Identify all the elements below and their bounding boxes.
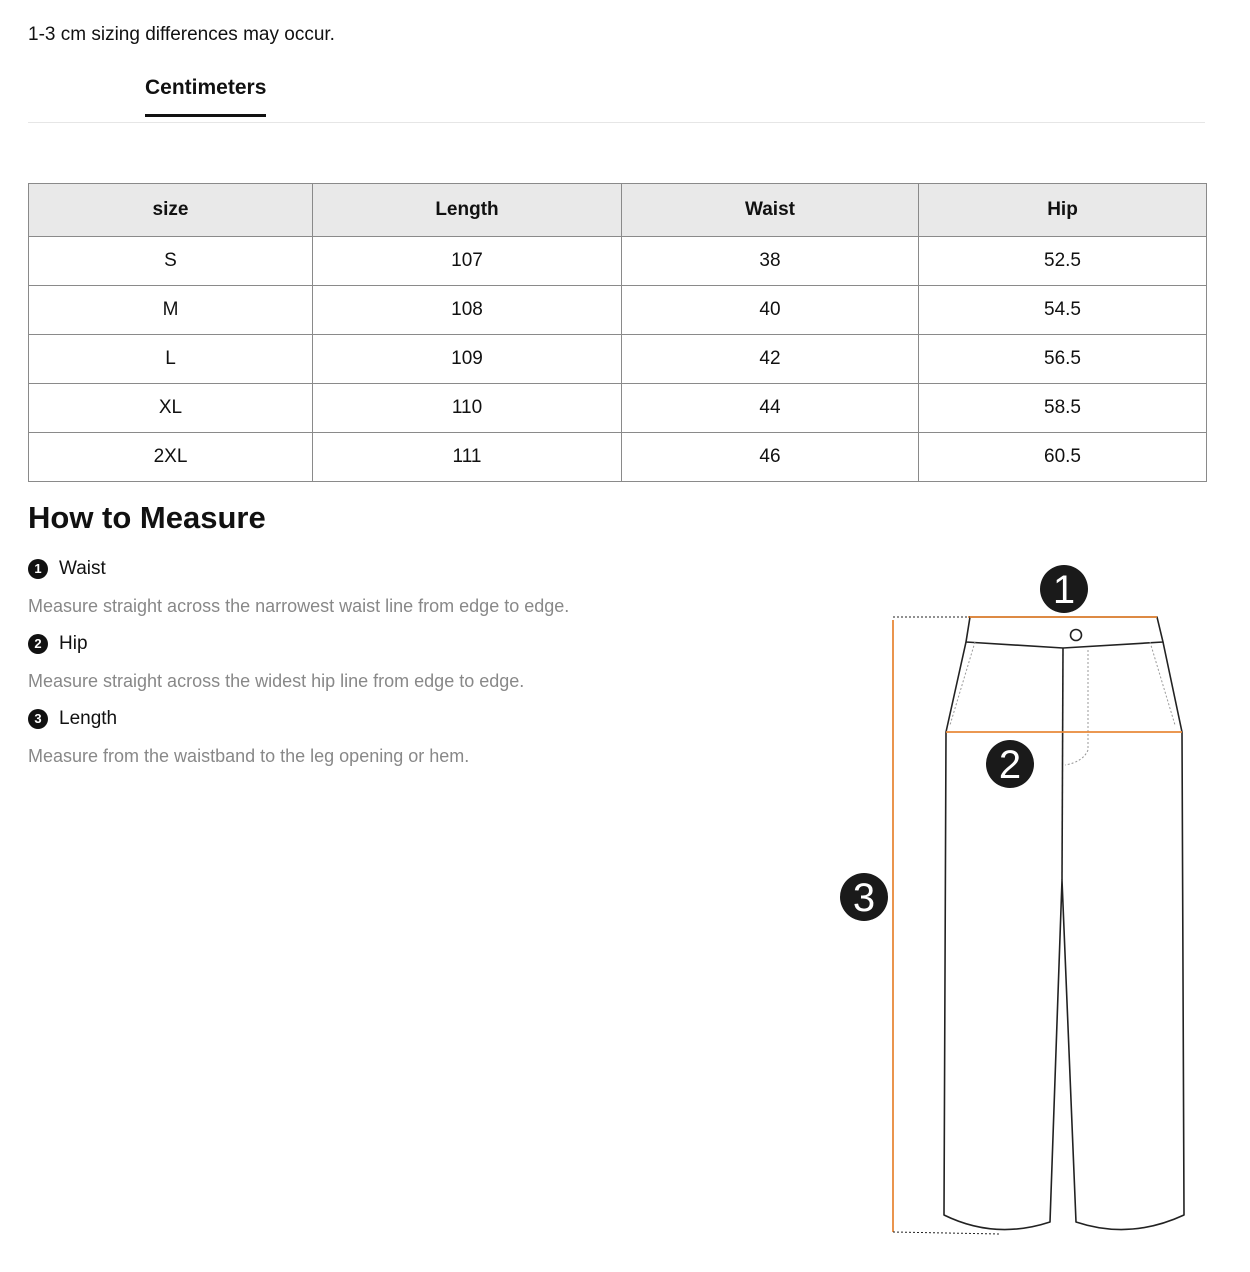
table-cell: 60.5: [919, 433, 1207, 482]
table-cell: 42: [622, 335, 919, 384]
pants-measurement-diagram: [820, 550, 1220, 1250]
table-cell: 52.5: [919, 237, 1207, 286]
table-cell: 46: [622, 433, 919, 482]
table-cell: 40: [622, 286, 919, 335]
measurement-lines: [893, 617, 1182, 1232]
table-cell: 44: [622, 384, 919, 433]
table-cell: XL: [29, 384, 313, 433]
measurement-guides: [893, 617, 1000, 1234]
table-cell: L: [29, 335, 313, 384]
column-header-size: size: [29, 184, 313, 237]
column-header-hip: Hip: [919, 184, 1207, 237]
table-cell: 111: [313, 433, 622, 482]
measure-item-length: [28, 708, 117, 730]
measure-item-hip: [28, 633, 88, 655]
column-header-length: Length: [313, 184, 622, 237]
table-cell: 54.5: [919, 286, 1207, 335]
table-cell: 110: [313, 384, 622, 433]
table-row: [29, 384, 1207, 433]
table-cell: 108: [313, 286, 622, 335]
how-to-measure-heading: How to Measure: [28, 500, 266, 535]
measure-item-title: Length: [59, 708, 118, 729]
pants-outline: [944, 617, 1184, 1230]
marker-3-icon: [840, 873, 888, 921]
table-cell: 56.5: [919, 335, 1207, 384]
table-row: [29, 335, 1207, 384]
table-cell: S: [29, 237, 313, 286]
sizing-notice: 1-3 cm sizing differences may occur.: [28, 24, 335, 45]
number-3-icon: 3: [28, 709, 48, 729]
table-header-row: [29, 184, 1207, 237]
marker-2-label: 2: [998, 743, 1022, 787]
measure-item-title: Waist: [59, 558, 106, 579]
measure-item-description: Measure straight across the narrowest waist line from edge to edge.: [28, 596, 570, 616]
table-cell: 2XL: [29, 433, 313, 482]
measure-item-description: Measure straight across the widest hip line from edge to edge.: [28, 671, 525, 691]
table-cell: 58.5: [919, 384, 1207, 433]
unit-tabs: [28, 70, 1205, 123]
number-1-icon: 1: [28, 559, 48, 579]
measure-item-title: Hip: [59, 633, 88, 654]
measure-item-waist: [28, 558, 106, 580]
column-header-waist: Waist: [622, 184, 919, 237]
table-row: [29, 237, 1207, 286]
table-cell: M: [29, 286, 313, 335]
table-row: [29, 433, 1207, 482]
table-cell: 109: [313, 335, 622, 384]
marker-1-label: 1: [1052, 568, 1076, 612]
size-table: [28, 183, 1207, 482]
marker-2-icon: [986, 740, 1034, 788]
marker-1-icon: [1040, 565, 1088, 613]
table-cell: 38: [622, 237, 919, 286]
tab-centimeters[interactable]: Centimeters: [145, 76, 266, 117]
number-2-icon: 2: [28, 634, 48, 654]
table-cell: 107: [313, 237, 622, 286]
marker-3-label: 3: [852, 876, 876, 920]
measure-item-description: Measure from the waistband to the leg opening or hem.: [28, 746, 470, 766]
table-row: [29, 286, 1207, 335]
